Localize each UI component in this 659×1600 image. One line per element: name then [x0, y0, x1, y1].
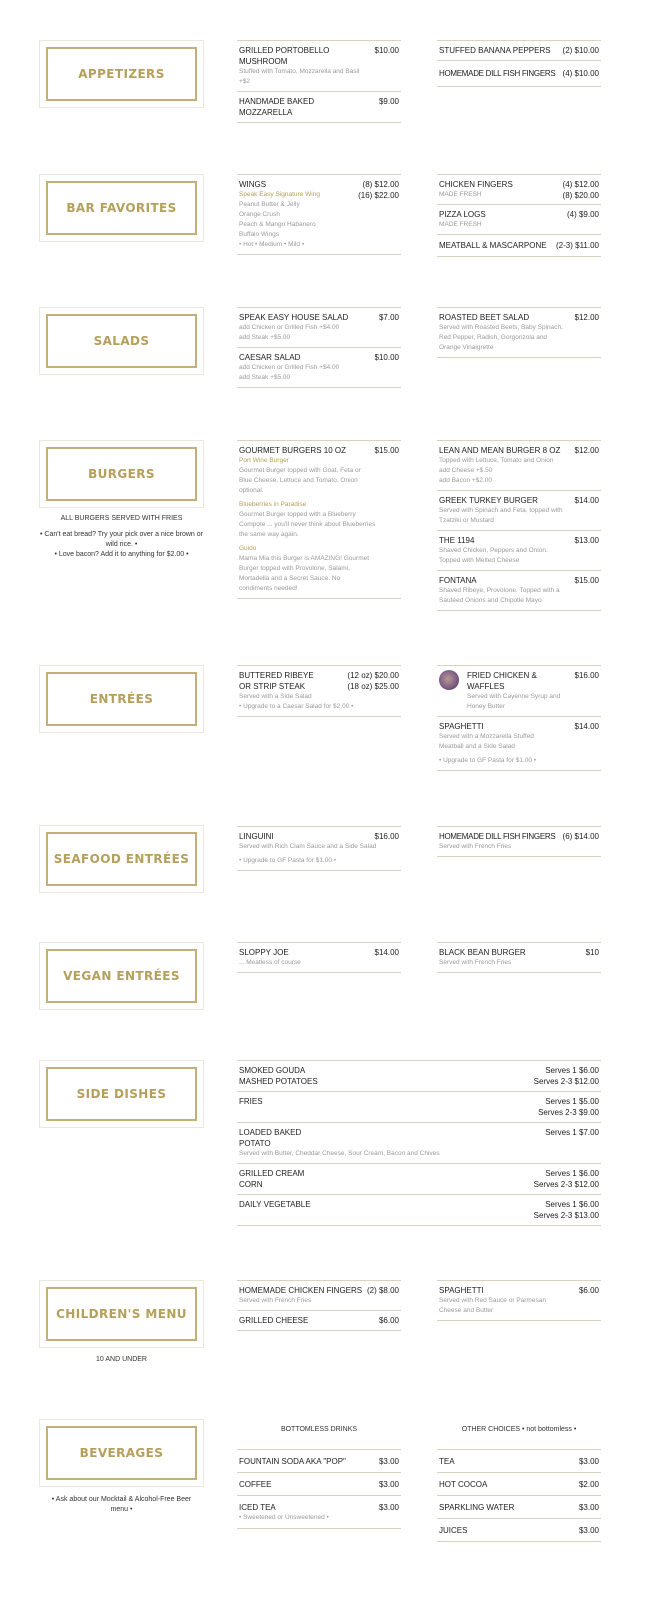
- category-title: BAR FAVORITES: [66, 201, 177, 215]
- item-description: Served with French Fries: [439, 959, 512, 966]
- menu-column-right: [437, 307, 601, 358]
- item-price: (2) $10.00: [562, 46, 599, 55]
- item-price: $14.00: [574, 496, 599, 505]
- item-name: GRILLED CHEESE: [239, 1316, 309, 1325]
- item-upgrade-note: • Upgrade to a Caesar Salad for $2.00 •: [239, 703, 354, 710]
- menu-item: [437, 716, 601, 771]
- item-name: CORN: [239, 1180, 263, 1189]
- menu-item: [237, 174, 401, 255]
- column-heading: OTHER CHOICES • not bottomless •: [461, 1426, 577, 1433]
- menu-column-left: [237, 1280, 401, 1331]
- item-addon: add Cheese +$.50: [439, 467, 493, 474]
- item-name: SLOPPY JOE: [239, 948, 289, 957]
- item-description: Shaved Chicken, Peppers and Onion. Topped with Melted Cheese: [439, 547, 548, 564]
- category-header: [39, 1060, 204, 1128]
- menu-item: [237, 1310, 401, 1331]
- item-name: HOMEMADE DILL FISH FINGERS: [439, 832, 556, 841]
- item-price: Serves 1 $7.00: [545, 1128, 599, 1137]
- menu-item: [237, 1495, 401, 1529]
- item-name: THE 1194: [439, 536, 475, 545]
- item-price: $13.00: [574, 536, 599, 545]
- item-price: $14.00: [374, 948, 399, 957]
- item-description: Served with Red Sauce or Parmesan Cheese and Butter: [439, 1297, 546, 1314]
- item-name: GRILLED PORTOBELLO MUSHROOM: [239, 46, 330, 66]
- category-title: BURGERS: [88, 467, 155, 481]
- item-name: BLACK BEAN BURGER: [439, 948, 526, 957]
- category-title: SEAFOOD ENTRÉES: [53, 852, 190, 866]
- menu-item: [237, 40, 401, 91]
- item-price: Serves 2-3 $9.00: [538, 1108, 599, 1117]
- menu-item: [437, 665, 601, 716]
- menu-column-left: [237, 440, 401, 599]
- category-title: SIDE DISHES: [76, 1087, 167, 1101]
- item-price: Serves 1 $6.00: [545, 1200, 599, 1209]
- item-name: FRIES: [239, 1097, 263, 1106]
- flavor: • Hot • Medium • Mild •: [239, 241, 305, 248]
- item-name: POTATO: [239, 1139, 271, 1148]
- item-price: $10: [585, 948, 599, 957]
- category-header: [39, 307, 204, 375]
- item-name: CHICKEN FINGERS: [439, 180, 513, 189]
- item-description: Shaved Ribeye, Provolone. Topped with a Sautéed Onions and Chipotle Mayo: [439, 587, 560, 604]
- item-description: Served with a Mozzarella Stuffed Meatball and a Side Salad: [439, 733, 534, 750]
- item-price: $16.00: [374, 832, 399, 841]
- menu-item: [437, 174, 601, 204]
- item-price: (4) $10.00: [562, 69, 599, 78]
- category-title: BEVERAGES: [79, 1446, 164, 1460]
- item-price: $12.00: [574, 313, 599, 322]
- menu-item: [237, 826, 401, 871]
- item-description: Served with French Fries: [239, 1297, 312, 1304]
- menu-item: [237, 91, 401, 123]
- category-note: • Ask about our Mocktail & Alcohol-Free Beer menu •: [51, 1496, 192, 1513]
- item-name: SPEAK EASY HOUSE SALAD: [239, 313, 349, 322]
- menu-item: [437, 570, 601, 611]
- item-price: $15.00: [574, 576, 599, 585]
- menu-column-left: [237, 174, 401, 255]
- menu-item: [437, 826, 601, 857]
- menu-column-left: [237, 826, 401, 871]
- item-price: (16) $22.00: [358, 191, 399, 200]
- menu-column-left: [237, 307, 401, 388]
- menu-column-right: [437, 174, 601, 257]
- item-name: HOMEMADE CHICKEN FINGERS: [239, 1286, 363, 1295]
- item-description: MADE FRESH: [439, 221, 482, 228]
- category-title: ENTRÉES: [89, 692, 154, 706]
- item-description: MADE FRESH: [439, 191, 482, 198]
- menu-column-right: [437, 826, 601, 857]
- menu-column-left: [237, 1449, 401, 1529]
- item-price: $3.00: [578, 1526, 599, 1535]
- item-name: GREEK TURKEY BURGER: [439, 496, 538, 505]
- item-description: Served with Rich Clam Sauce and a Side Salad: [239, 843, 377, 850]
- item-description: ... Meatless of course: [239, 959, 301, 966]
- item-description: Served with Butter, Cheddar Cheese, Sour Cream, Bacon and Chives: [239, 1150, 440, 1157]
- menu-item: [437, 942, 601, 973]
- category-header: [39, 665, 204, 733]
- item-price: (18 oz) $25.00: [347, 682, 399, 691]
- item-name: ROASTED BEET SALAD: [439, 313, 530, 322]
- category-title: VEGAN ENTRÉES: [63, 969, 180, 983]
- menu-item: [437, 1280, 601, 1321]
- item-name: HOT COCOA: [439, 1480, 488, 1489]
- item-description: Mama Mia this Burger is AMAZING! Gourmet Burger topped with Provolone, Salami, Mortadella and a Secret Sauce. No condiments needed!: [239, 555, 370, 592]
- item-price: (8) $12.00: [362, 180, 399, 189]
- menu-column-right: [437, 1449, 601, 1542]
- item-variant: Port Wine Burger: [239, 457, 289, 464]
- item-price: (8) $20.00: [562, 191, 599, 200]
- item-name: CAESAR SALAD: [239, 353, 301, 362]
- item-description: • Sweetened or Unsweetened •: [239, 1514, 329, 1521]
- item-name: LEAN AND MEAN BURGER 8 OZ: [439, 446, 561, 455]
- menu-item: [237, 1122, 601, 1163]
- menu-item: [437, 234, 601, 257]
- category-header: [39, 1280, 204, 1348]
- menu-item: [237, 440, 401, 599]
- menu-item: [237, 1280, 401, 1310]
- menu-item: [237, 942, 401, 973]
- item-name: COFFEE: [239, 1480, 272, 1489]
- menu-item: [237, 1194, 601, 1226]
- menu-item: [237, 307, 401, 347]
- item-addon: add Chicken or Grilled Fish +$4.00: [239, 364, 340, 371]
- menu-item: [437, 307, 601, 358]
- menu-column-left: [237, 942, 401, 973]
- item-price: Serves 1 $6.00: [545, 1169, 599, 1178]
- item-price: Serves 2-3 $12.00: [533, 1077, 599, 1086]
- item-price: $12.00: [574, 446, 599, 455]
- item-name: TEA: [439, 1457, 455, 1466]
- menu-item: [237, 1472, 401, 1495]
- category-title: SALADS: [93, 334, 150, 348]
- menu-item: [237, 1449, 401, 1472]
- item-price: $15.00: [374, 446, 399, 455]
- item-price: Serves 2-3 $13.00: [533, 1211, 599, 1220]
- item-name: HOMEMADE DILL FISH FINGERS: [439, 69, 556, 78]
- item-description: Served with Roasted Beets, Baby Spinach, Red Pepper, Radish, Gorgonzola and Orange Vinaigrette: [439, 324, 563, 351]
- menu-item: [237, 1060, 601, 1091]
- item-price: $2.00: [578, 1480, 599, 1489]
- menu-column-left: [237, 665, 401, 717]
- item-price: $3.00: [378, 1480, 399, 1489]
- item-name: GOURMET BURGERS 10 OZ: [239, 446, 346, 455]
- item-upgrade-note: • Upgrade to GF Pasta for $1.00 •: [239, 857, 337, 864]
- menu-column-left: [237, 40, 401, 123]
- item-description: Gourmet Burger topped with Goat, Feta or Blue Cheese, Lettuce and Tomato. Onion optional.: [239, 467, 361, 494]
- flavor: Orange Crush: [239, 211, 280, 218]
- menu-column-right: [437, 942, 601, 973]
- item-upgrade-note: • Upgrade to GF Pasta for $1.00 •: [439, 757, 537, 764]
- menu-column-full: [237, 1060, 601, 1226]
- item-name: SPARKLING WATER: [439, 1503, 515, 1512]
- category-note: • Can't eat bread? Try your pick over a nice brown or wild rice. •: [40, 531, 203, 548]
- flavor: Peach & Mango Habanero: [239, 221, 316, 228]
- menu-item: [237, 665, 401, 717]
- item-price: Serves 1 $6.00: [545, 1066, 599, 1075]
- menu-item: [437, 40, 601, 60]
- item-price: (4) $12.00: [562, 180, 599, 189]
- item-price: $3.00: [378, 1457, 399, 1466]
- item-description: Served with a Side Salad: [239, 693, 312, 700]
- category-note: ALL BURGERS SERVED WITH FRIES: [60, 515, 183, 522]
- column-heading: BOTTOMLESS DRINKS: [280, 1426, 358, 1433]
- item-price: $10.00: [374, 46, 399, 55]
- item-addon: add Steak +$5.00: [239, 334, 291, 341]
- menu-item: [437, 440, 601, 490]
- item-subtitle: Speak Easy Signature Wing: [239, 191, 320, 198]
- item-description: Served with Cayenne Syrup and Honey Butter: [467, 693, 561, 710]
- category-header: [39, 440, 204, 508]
- item-price: Serves 2-3 $12.00: [533, 1180, 599, 1189]
- menu-item: [437, 1472, 601, 1495]
- menu-item: [437, 1449, 601, 1472]
- menu-item: [437, 490, 601, 530]
- item-description: Served with Spinach and Feta, topped with Tzatziki or Mustard: [439, 507, 563, 524]
- item-variant: Blueberries in Paradise: [239, 501, 307, 508]
- item-price: (2) $8.00: [366, 1286, 399, 1295]
- item-name: LINGUINI: [239, 832, 274, 841]
- item-variant: Guido: [239, 545, 257, 552]
- menu-item: [437, 204, 601, 234]
- item-name: FRIED CHICKEN & WAFFLES: [467, 671, 537, 691]
- item-price: $10.00: [374, 353, 399, 362]
- item-addon: add Steak +$5.00: [239, 374, 291, 381]
- item-name: JUICES: [439, 1526, 468, 1535]
- menu-column-right: [437, 665, 601, 771]
- item-price: $9.00: [378, 97, 399, 106]
- item-name: MASHED POTATOES: [239, 1077, 318, 1086]
- flavor: Buffalo Wings: [239, 231, 279, 238]
- item-description: Served with French Fries: [439, 843, 512, 850]
- menu-item: [437, 60, 601, 87]
- item-name: BUTTERED RIBEYE: [239, 671, 314, 680]
- item-name: SPAGHETTI: [439, 722, 484, 731]
- item-addon: add Chicken or Grilled Fish +$4.00: [239, 324, 340, 331]
- item-price: $16.00: [574, 671, 599, 680]
- category-note: • Love bacon? Add it to anything for $2.00 •: [54, 551, 189, 558]
- category-header: [39, 40, 204, 108]
- item-description: Gourmet Burger topped with a Blueberry Compote ... you'll never think about Blueberries the same way again.: [239, 511, 376, 538]
- item-name: ICED TEA: [239, 1503, 276, 1512]
- item-name: GRILLED CREAM: [239, 1169, 305, 1178]
- item-description: Topped with Lettuce, Tomato and Onion: [439, 457, 554, 464]
- item-name: HANDMADE BAKED MOZZARELLA: [239, 97, 315, 117]
- menu-column-right: [437, 440, 601, 611]
- item-addon: add Bacon +$2.00: [439, 477, 492, 484]
- item-name: SPAGHETTI: [439, 1286, 484, 1295]
- item-photo-thumbnail[interactable]: [439, 670, 459, 690]
- menu-item: [437, 1495, 601, 1518]
- flavor: Peanut Butter & Jelly: [239, 201, 300, 208]
- category-title: CHILDREN'S MENU: [56, 1307, 187, 1321]
- category-header: [39, 174, 204, 242]
- menu-item: [237, 347, 401, 388]
- item-price: (2-3) $11.00: [556, 241, 599, 250]
- item-price: $7.00: [378, 313, 399, 322]
- item-price: $6.00: [578, 1286, 599, 1295]
- menu-item: [437, 1518, 601, 1542]
- item-price: (12 oz) $20.00: [347, 671, 399, 680]
- menu-column-right: [437, 1280, 601, 1321]
- item-name: FONTANA: [439, 576, 477, 585]
- item-name: STUFFED BANANA PEPPERS: [439, 46, 551, 55]
- menu-column-right: [437, 40, 601, 87]
- item-description: Stuffed with Tomato, Mozzarella and Basil +$2: [239, 68, 360, 85]
- menu-item: [237, 1091, 601, 1122]
- item-name: WINGS: [239, 180, 267, 189]
- menu-item: [437, 530, 601, 570]
- category-header: [39, 942, 204, 1010]
- category-title: APPETIZERS: [78, 67, 165, 81]
- item-price: $3.00: [578, 1503, 599, 1512]
- item-name: LOADED BAKED: [239, 1128, 302, 1137]
- item-name: SMOKED GOUDA: [239, 1066, 306, 1075]
- category-header: [39, 1419, 204, 1487]
- item-name: DAILY VEGETABLE: [239, 1200, 311, 1209]
- item-price: $3.00: [378, 1503, 399, 1512]
- menu-item: [237, 1163, 601, 1194]
- category-note: 10 AND UNDER: [96, 1356, 147, 1363]
- item-price: $14.00: [574, 722, 599, 731]
- category-header: [39, 825, 204, 893]
- item-price: (4) $9.00: [566, 210, 599, 219]
- item-price: (6) $14.00: [562, 832, 599, 841]
- item-price: $3.00: [578, 1457, 599, 1466]
- item-name: PIZZA LOGS: [439, 210, 486, 219]
- item-name: MEATBALL & MASCARPONE: [439, 241, 547, 250]
- item-name: OR STRIP STEAK: [239, 682, 306, 691]
- item-price: $6.00: [378, 1316, 399, 1325]
- item-name: FOUNTAIN SODA AKA "POP": [239, 1457, 346, 1466]
- item-price: Serves 1 $5.00: [545, 1097, 599, 1106]
